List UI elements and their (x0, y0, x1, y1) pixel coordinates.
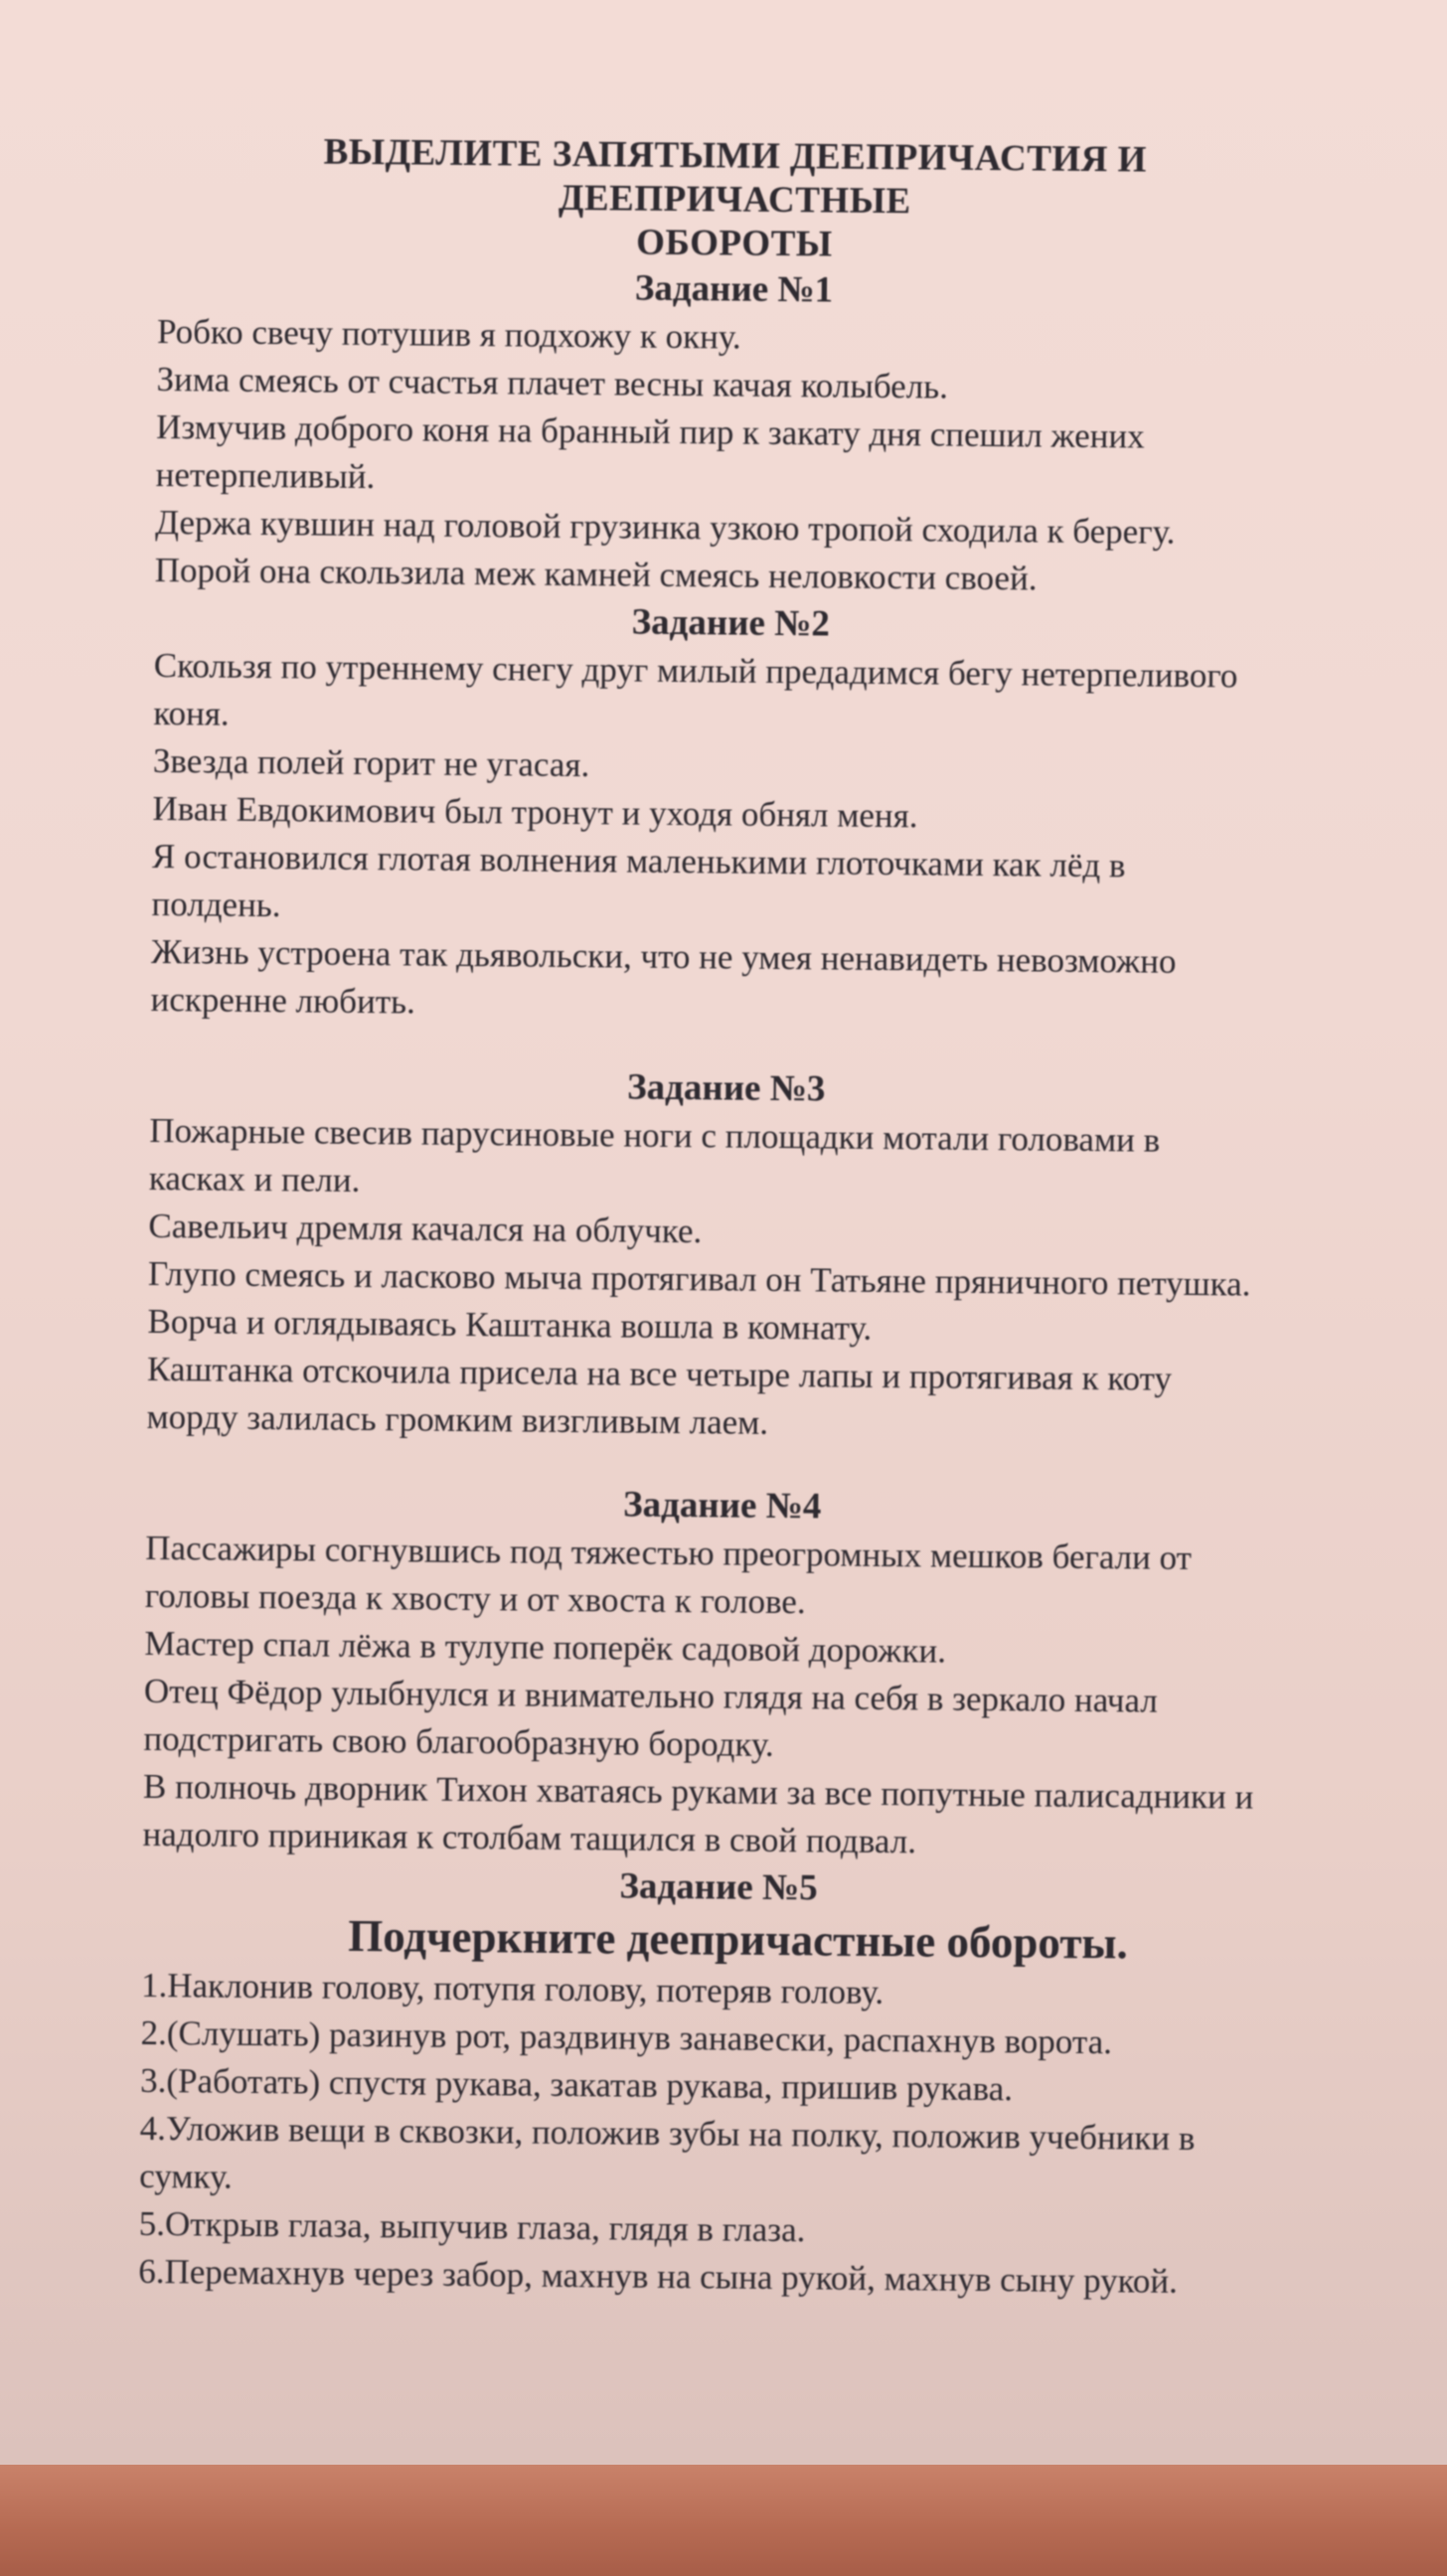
task1-line: нетерпеливый. (155, 454, 376, 497)
task2-line: коня. (153, 693, 230, 733)
task5-line: сумку. (139, 2156, 233, 2196)
task5-title: Задание №5 (619, 1865, 818, 1909)
task2-line: Звезда полей горит не угасая. (152, 740, 590, 785)
worksheet-title-line2: ОБОРОТЫ (635, 222, 833, 265)
task5-line: 1.Наклонив голову, потупя голову, потеряв голову. (140, 1965, 884, 2012)
task2-line: Я остановился глотая волнения маленькими глоточками как лёд в (151, 836, 1126, 886)
task2-line: искренне любить. (150, 979, 415, 1022)
task5-line: 6.Перемахнув через забор, махнув на сына рукой, махнув сыну рукой. (138, 2251, 1179, 2301)
task3-line: Савельич дремля качался на облучке. (148, 1206, 703, 1251)
task3-title: Задание №3 (626, 1066, 826, 1110)
task2-line: Иван Евдокимович был тронут и уходя обнял меня. (152, 788, 918, 836)
worksheet-content (138, 129, 1447, 2308)
task5-line: 4.Уложив вещи в сквозки, положив зубы на полку, положив учебники в (139, 2108, 1196, 2159)
task4-title: Задание №4 (622, 1484, 822, 1528)
task5-subtitle: Подчеркните деепричастные обороты. (348, 1910, 1129, 1969)
task4-line: В полночь дворник Тихон хватаясь руками за все попутные палисадники и (142, 1766, 1254, 1817)
task1-title: Задание №1 (634, 267, 834, 311)
task3-line: Ворча и оглядываясь Каштанка вошла в комнату. (147, 1301, 873, 1348)
worksheet-title-line1: ВЫДЕЛИТЕ ЗАПЯТЫМИ ДЕЕПРИЧАСТИЯ И ДЕЕПРИЧАСТНЫЕ (323, 131, 1148, 223)
task1-line: Держа кувшин над головой грузинка узкою тропой сходила к берегу. (155, 502, 1176, 552)
task5-line: 3.(Работать) спустя рукава, закатав рукава, пришив рукава. (139, 2060, 1014, 2109)
task1-line: Робко свечу потушив я подхожу к окну. (156, 311, 741, 357)
task1-line: Порой она скользила меж камней смеясь неловкости своей. (154, 550, 1038, 598)
task5-line: 2.(Слушать) разинув рот, раздвинув занавески, распахнув ворота. (140, 2012, 1113, 2062)
task4-line: головы поезда к хвосту и от хвоста к голове. (144, 1575, 806, 1622)
task2-title: Задание №2 (631, 601, 831, 645)
task4-line: Отец Фёдор улыбнулся и внимательно глядя на себя в зеркало начал (143, 1671, 1158, 1720)
task4-line: подстригать свою благообразную бородку. (143, 1718, 774, 1765)
task3-line: Глупо смеясь и ласково мыча протягивал он Татьяне пряничного петушка. (147, 1253, 1251, 1304)
task5-line: 5.Открыв глаза, выпучив глаза, глядя в глаза. (138, 2203, 806, 2250)
desk-surface (0, 2465, 1447, 2576)
task2-line: полдень. (151, 884, 281, 925)
task3-line: Каштанка отскочила присела на все четыре лапы и протягивая к коту (146, 1349, 1173, 1398)
task3-line: морду залилась громким визгливым лаем. (146, 1396, 769, 1442)
task4-line: Пассажиры согнувшись под тяжестью преогромных мешков бегали от (145, 1528, 1193, 1578)
task1-line: Зима смеясь от счастья плачет весны качая колыбель. (156, 359, 949, 406)
task4-line: надолго приникая к столбам тащился в свой подвал. (142, 1814, 917, 1861)
task4-line: Мастер спал лёжа в тулупе поперёк садовой дорожки. (144, 1623, 947, 1671)
task1-line: Измучив доброго коня на бранный пир к закату дня спешил жених (155, 406, 1145, 456)
task2-line: Жизнь устроена так дьявольски, что не умея ненавидеть невозможно (150, 931, 1177, 981)
task3-line: касках и пели. (148, 1158, 361, 1200)
task2-line: Скользя по утреннему снегу друг милый предадимся бегу нетерпеливого (153, 645, 1238, 696)
task3-line: Пожарные свесив парусиновые ноги с площадки мотали головами в (149, 1110, 1161, 1160)
